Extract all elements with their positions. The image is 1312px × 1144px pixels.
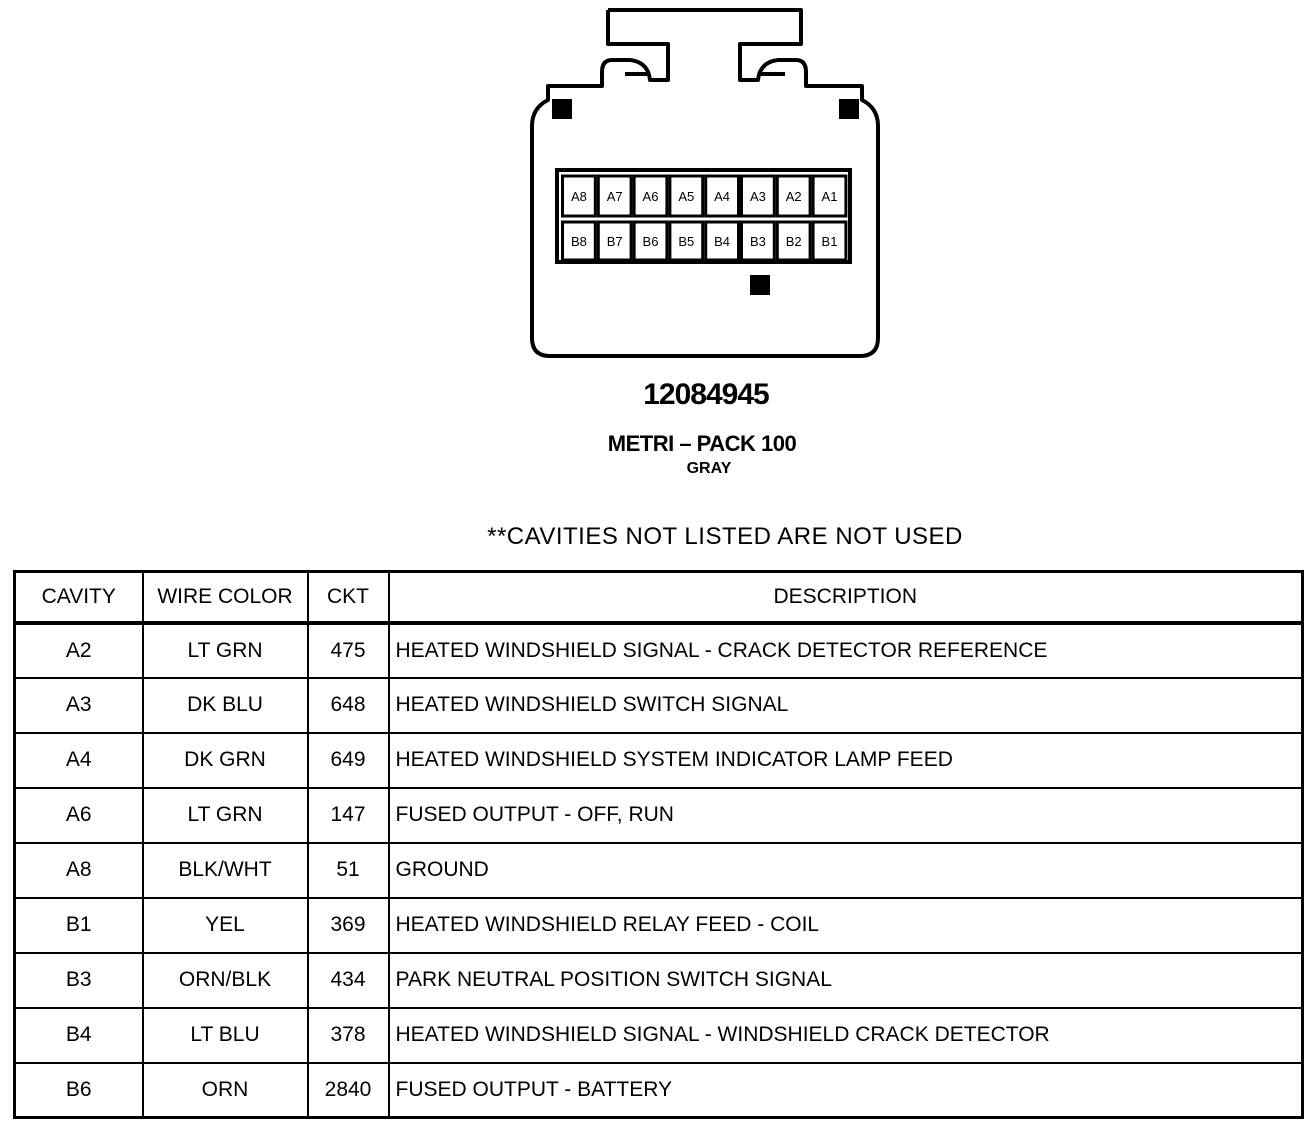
- cell-cavity: A4: [15, 733, 143, 788]
- connector-color: GRAY: [686, 460, 732, 477]
- table-row: [15, 1063, 1303, 1118]
- cell-cavity: B4: [15, 1008, 143, 1063]
- cell-wire-color: YEL: [143, 898, 308, 953]
- header-cavity: CAVITY: [15, 572, 143, 623]
- cavity-label: B3: [749, 234, 766, 249]
- cell-cavity: A2: [15, 623, 143, 678]
- cavity-label: A3: [749, 189, 766, 204]
- table-row: [15, 623, 1303, 678]
- cavity-label: B5: [678, 234, 695, 249]
- cell-cavity: B1: [15, 898, 143, 953]
- cavity-label: B2: [785, 234, 802, 249]
- cell-ckt: 434: [308, 953, 389, 1008]
- cell-cavity: A6: [15, 788, 143, 843]
- cavity-label: B4: [714, 234, 731, 249]
- connector-part-number: 12084945: [643, 378, 769, 411]
- cavity-grid: [563, 176, 846, 260]
- cavity-label: B8: [570, 234, 587, 249]
- cell-cavity: B6: [15, 1063, 143, 1118]
- table-body: [15, 623, 1303, 1118]
- cavity-label: B1: [821, 234, 838, 249]
- header-wire-color: WIRE COLOR: [143, 572, 308, 623]
- cell-wire-color: LT BLU: [143, 1008, 308, 1063]
- table-row: [15, 788, 1303, 843]
- table-header-row: [15, 572, 1303, 623]
- cell-wire-color: BLK/WHT: [143, 843, 308, 898]
- cell-wire-color: ORN/BLK: [143, 953, 308, 1008]
- cell-ckt: 649: [308, 733, 389, 788]
- table-row: [15, 733, 1303, 788]
- cell-description: HEATED WINDSHIELD RELAY FEED - COIL: [389, 898, 1303, 953]
- cell-cavity: A8: [15, 843, 143, 898]
- cell-ckt: 147: [308, 788, 389, 843]
- cell-description: FUSED OUTPUT - OFF, RUN: [389, 788, 1303, 843]
- cell-ckt: 2840: [308, 1063, 389, 1118]
- cell-description: HEATED WINDSHIELD SIGNAL - WINDSHIELD CRACK DETECTOR: [389, 1008, 1303, 1063]
- connector-latch: [602, 10, 806, 80]
- cell-wire-color: DK GRN: [143, 733, 308, 788]
- polarization-key-right: [839, 99, 859, 119]
- table-row: [15, 953, 1303, 1008]
- polarization-key-bottom: [750, 275, 770, 295]
- connector-face-diagram: [0, 0, 1312, 370]
- cell-cavity: B3: [15, 953, 143, 1008]
- cell-description: PARK NEUTRAL POSITION SWITCH SIGNAL: [389, 953, 1303, 1008]
- unused-cavities-note: **CAVITIES NOT LISTED ARE NOT USED: [487, 523, 963, 550]
- cell-cavity: A3: [15, 678, 143, 733]
- cavity-label: A4: [714, 189, 731, 204]
- polarization-key-left: [552, 99, 572, 119]
- cavity-label: A1: [821, 189, 838, 204]
- table-row: [15, 678, 1303, 733]
- table-row: [15, 898, 1303, 953]
- cavity-label: A5: [678, 189, 695, 204]
- cell-wire-color: LT GRN: [143, 623, 308, 678]
- cavity-label: B6: [642, 234, 659, 249]
- cavity-label: A2: [785, 189, 802, 204]
- cell-description: FUSED OUTPUT - BATTERY: [389, 1063, 1303, 1118]
- cell-description: HEATED WINDSHIELD SWITCH SIGNAL: [389, 678, 1303, 733]
- cell-description: GROUND: [389, 843, 1303, 898]
- cavity-label: A7: [606, 189, 623, 204]
- header-description: DESCRIPTION: [389, 572, 1303, 623]
- header-ckt: CKT: [308, 572, 389, 623]
- cell-description: HEATED WINDSHIELD SIGNAL - CRACK DETECTOR REFERENCE: [389, 623, 1303, 678]
- cavity-label: B7: [606, 234, 623, 249]
- cell-ckt: 475: [308, 623, 389, 678]
- connector-series: METRI – PACK 100: [607, 431, 797, 456]
- cell-wire-color: LT GRN: [143, 788, 308, 843]
- cavity-pinout-table: [13, 570, 1304, 1119]
- cavity-label: A8: [570, 189, 587, 204]
- cell-ckt: 51: [308, 843, 389, 898]
- cell-wire-color: DK BLU: [143, 678, 308, 733]
- cell-ckt: 648: [308, 678, 389, 733]
- cell-wire-color: ORN: [143, 1063, 308, 1118]
- table-row: [15, 1008, 1303, 1063]
- cell-ckt: 378: [308, 1008, 389, 1063]
- cell-ckt: 369: [308, 898, 389, 953]
- cavity-label: A6: [642, 189, 659, 204]
- cell-description: HEATED WINDSHIELD SYSTEM INDICATOR LAMP FEED: [389, 733, 1303, 788]
- table-row: [15, 843, 1303, 898]
